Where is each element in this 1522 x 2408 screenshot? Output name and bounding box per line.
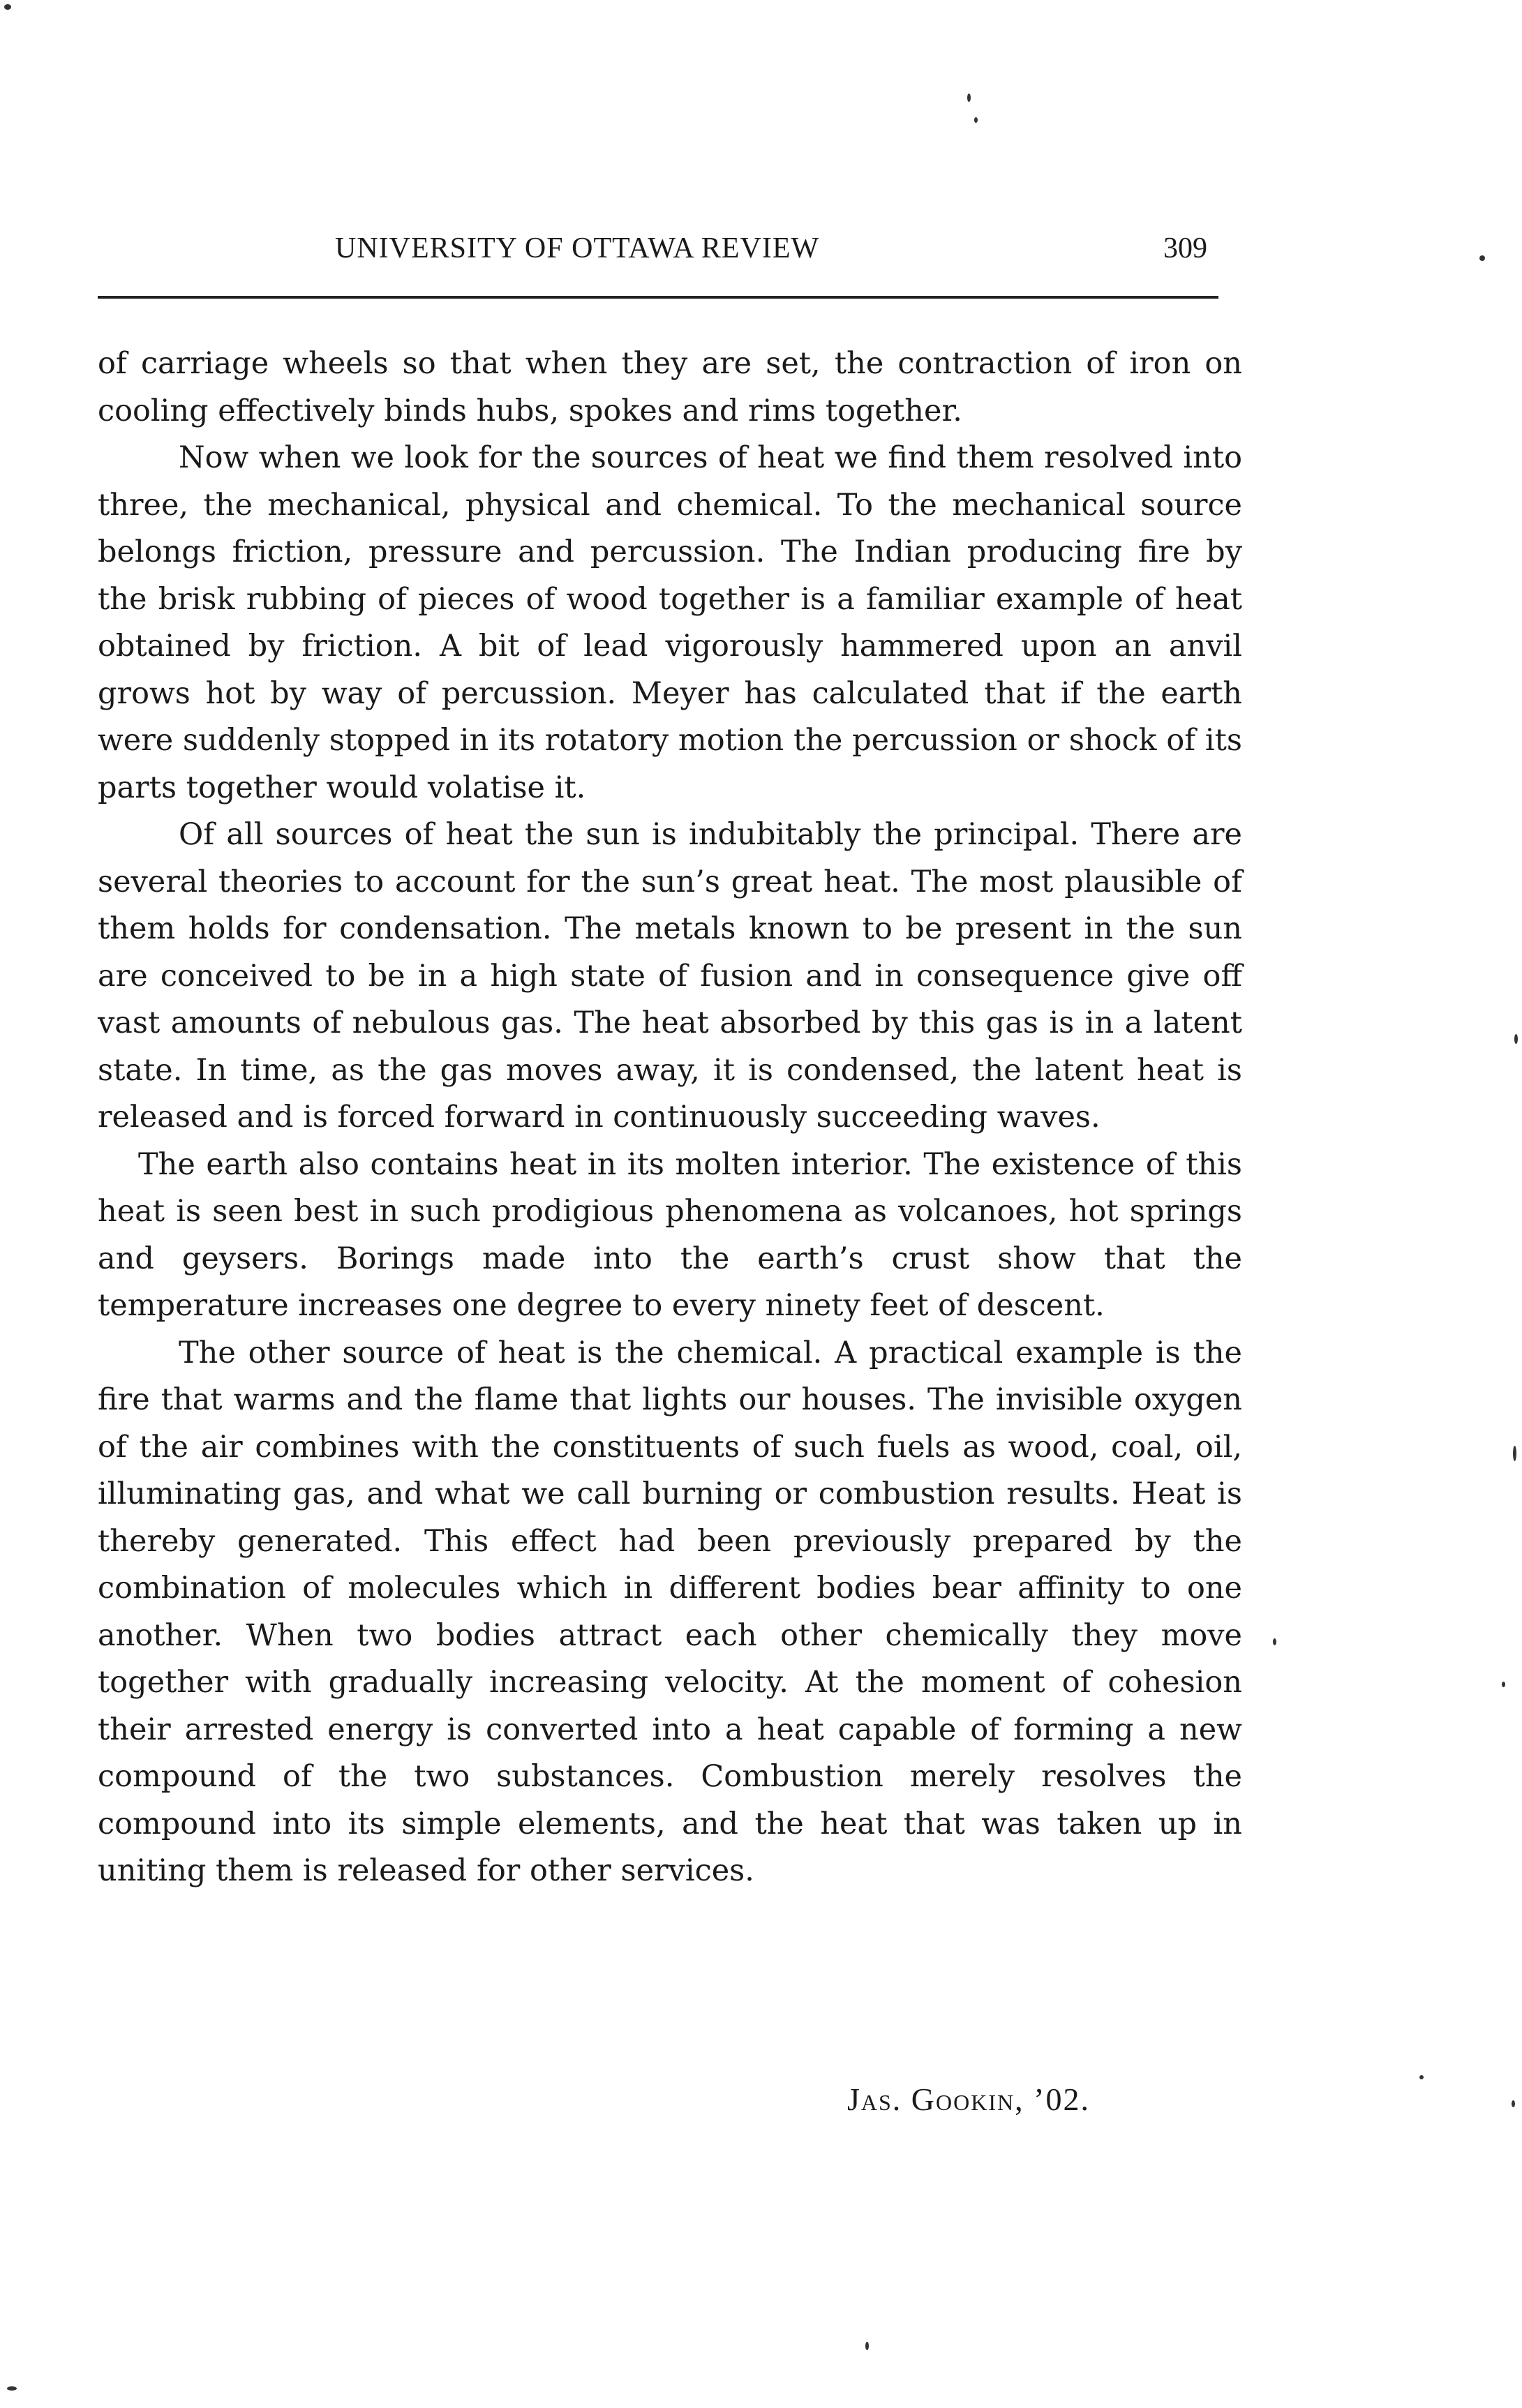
- scan-speck: [7, 2386, 17, 2391]
- paragraph-earth: The earth also contains heat in its molten interior. The existence of this heat is seen best in such prodigious phenomena as volcanoes, hot springs and geysers. Borings made into the earth’s crust show that the temperature increases one degree to every ninety feet of descent.: [98, 1146, 1242, 1323]
- article-body: [98, 341, 1242, 1895]
- scan-speck: [4, 4, 11, 10]
- paragraph-sun: Of all sources of heat the sun is indubitably the principal. There are several theories to account for the sun’s great heat. The most plausible of them holds for condensation. The metals known to be present in the sun are conceived to be in a high state of fusion and in consequence give off vast amounts of nebulous gas. The heat absorbed by this gas is in a latent state. In time, as the gas moves away, it is condensed, the latent heat is released and is forced forward in continuously succeeding waves.: [98, 817, 1242, 1135]
- scan-speck: [1502, 1682, 1505, 1687]
- scan-speck: [1512, 2100, 1515, 2107]
- author-signature: Jas. Gookin, ’02.: [847, 2081, 1090, 2117]
- scan-speck: [974, 117, 978, 123]
- scan-speck: [1479, 255, 1485, 261]
- scan-speck: [1514, 1034, 1518, 1044]
- journal-title: UNIVERSITY OF OTTAWA REVIEW: [335, 232, 820, 264]
- running-head: [98, 227, 1218, 276]
- scan-speck: [967, 94, 971, 102]
- paragraph-continuation: of carriage wheels so that when they are set, the contraction of iron on cooling effectively binds hubs, spokes and rims together.: [98, 346, 1242, 428]
- paragraph-sources-of-heat: Now when we look for the sources of heat we find them resolved into three, the mechanical, physical and chemical. To the mechanical source belongs friction, pressure and percussion. The Indian producing fire by the brisk rubbing of pieces of wood together is a familiar example of heat obtained by friction. A bit of lead vigorously hammered upon an anvil grows hot by way of percussion. Meyer has calculated that if the earth were suddenly stopped in its rotatory motion the percussion or shock of its parts together would volatise it.: [98, 440, 1242, 805]
- page-number: 309: [1163, 232, 1207, 264]
- scan-speck: [1419, 2075, 1424, 2079]
- scan-speck: [1273, 1638, 1276, 1645]
- scan-speck: [865, 2342, 869, 2350]
- paragraph-chemical: The other source of heat is the chemical. A practical example is the fire that warms and the flame that lights our houses. The invisible oxygen of the air combines with the constituents of such fuels as wood, coal, oil, illuminating gas, and what we call burning or combustion results. Heat is thereby generated. This effect had been previously prepared by the combination of molecules which in different bodies bear affinity to one another. When two bodies attract each other chemically they move together with gradually increasing velocity. At the moment of cohesion their arrested energy is converted into a heat capable of forming a new compound of the two substances. Combustion merely resolves the compound into its simple elements, and the heat that was taken up in uniting them is released for other services.: [98, 1335, 1242, 1888]
- header-rule: [98, 296, 1218, 299]
- scan-speck: [1513, 1446, 1516, 1461]
